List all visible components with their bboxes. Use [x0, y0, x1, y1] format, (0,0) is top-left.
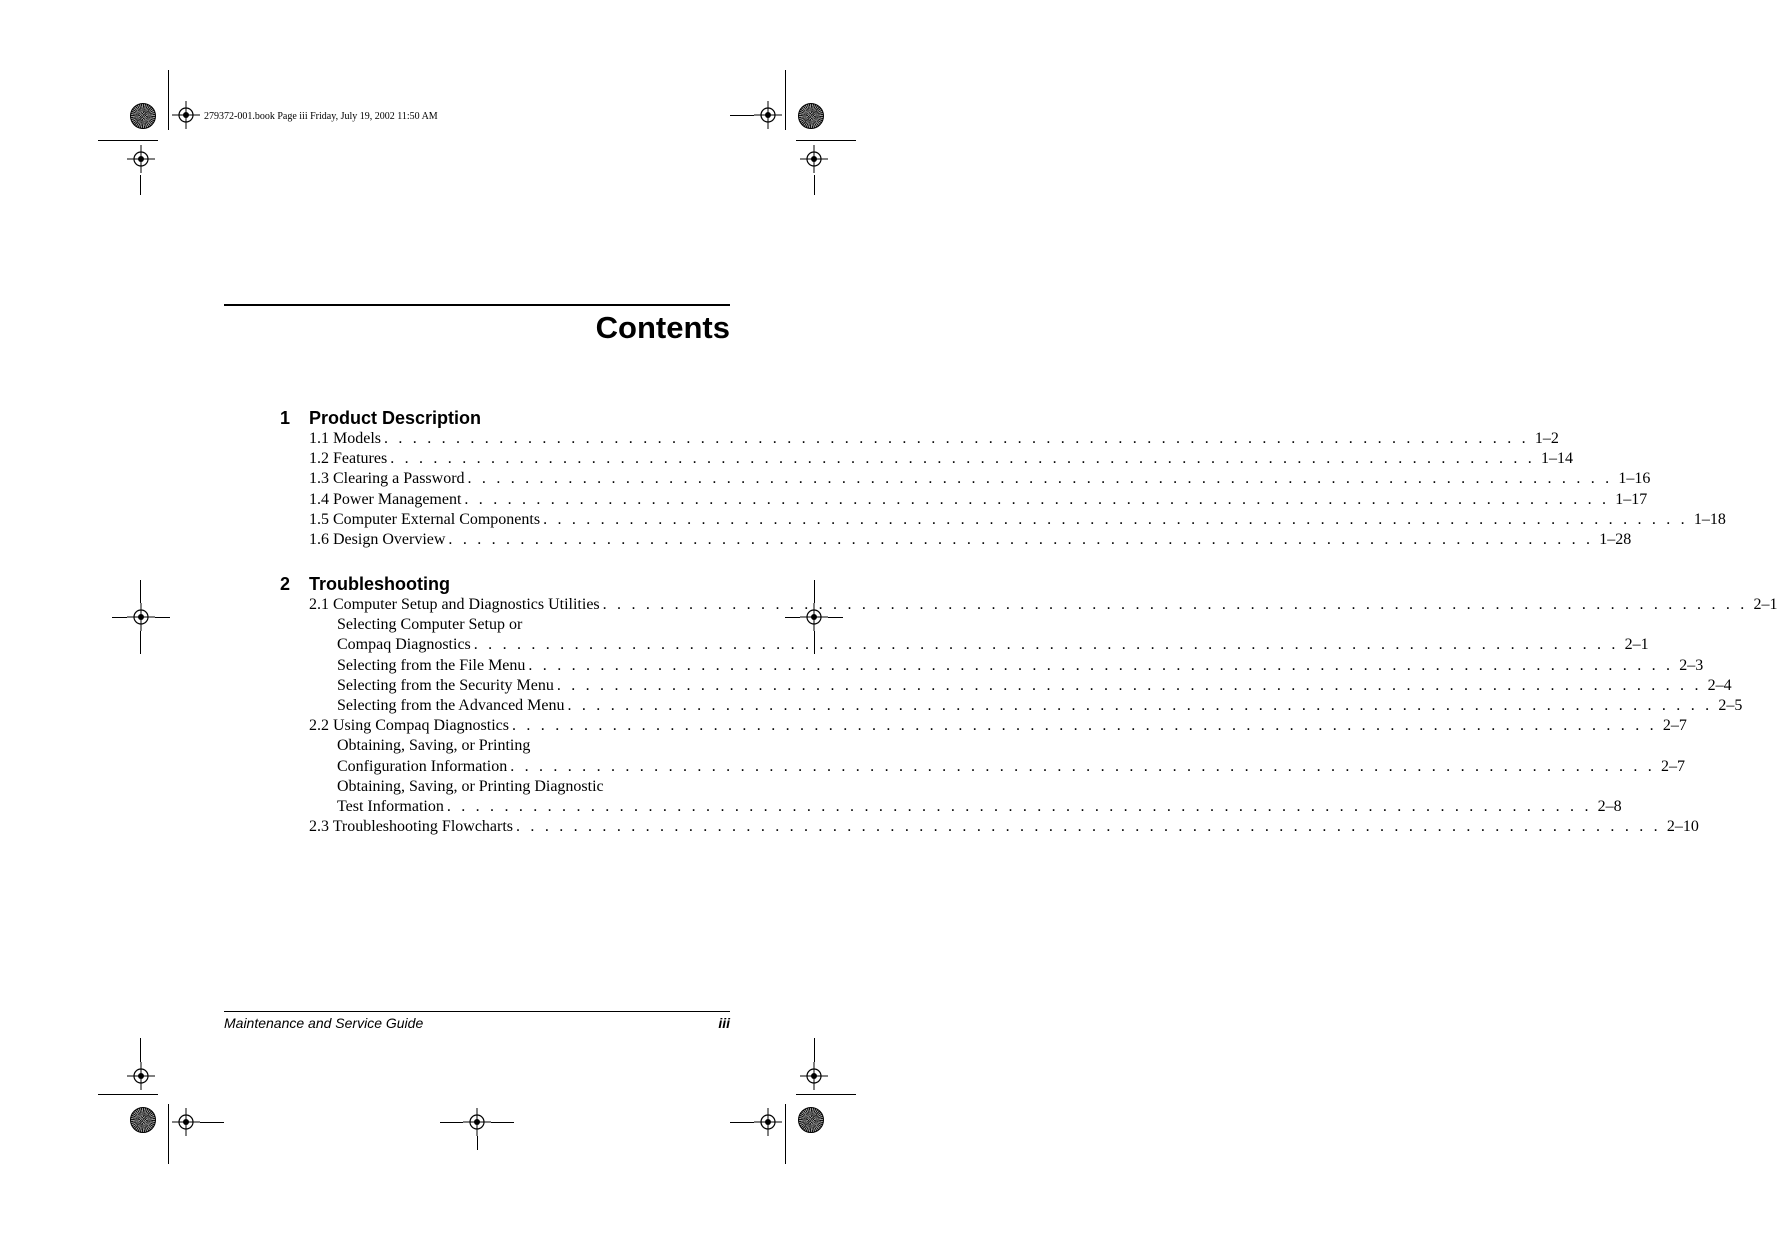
toc-entry[interactable] — [309, 530, 1632, 550]
chapter-heading[interactable] — [280, 407, 481, 429]
dot-leader: . . . . . . . . . . . . . . . . . . . . . . . . . . . . . . . . . . . . . . . . . . . . . . . . . . . . . . . . . . . . . . . . . . . . . . . . . . . . . . . . — [464, 490, 1610, 508]
chapter-number: 1 — [280, 408, 291, 428]
toc-entry-title: Selecting Computer Setup or — [337, 616, 523, 634]
toc-entry-page: 1–2 — [1534, 430, 1559, 447]
toc-entry[interactable] — [309, 716, 1687, 736]
dot-leader: . . . . . . . . . . . . . . . . . . . . . . . . . . . . . . . . . . . . . . . . . . . . . . . . . . . . . . . . . . . . . . . . . . . . . . . . . . . . . . . . — [512, 717, 1657, 735]
toc-entry-page: 1–17 — [1615, 490, 1648, 508]
dot-leader: . . . . . . . . . . . . . . . . . . . . . . . . . . . . . . . . . . . . . . . . . . . . . . . . . . . . . . . . . . . . . . . . . . . . . . . . . . . . . . . . — [384, 430, 1529, 447]
toc-entry[interactable] — [337, 676, 1732, 696]
toc-entry[interactable] — [337, 656, 1704, 676]
toc-entry-page: 2–1 — [1753, 596, 1777, 613]
toc-entry-title: 1.1 Models — [309, 430, 381, 447]
dot-leader: . . . . . . . . . . . . . . . . . . . . . . . . . . . . . . . . . . . . . . . . . . . . . . . . . . . . . . . . . . . . . . . . . . . . . . . . . . . . . . . . — [602, 596, 1748, 613]
toc-entry-title: Selecting from the File Menu — [337, 656, 526, 674]
registration-crosshair-icon — [463, 1108, 491, 1136]
toc-entry-page: 1–18 — [1693, 510, 1726, 528]
toc-entry-title: Selecting from the Advanced Menu — [337, 696, 565, 714]
registration-crosshair-icon — [754, 1108, 782, 1136]
toc-entry — [337, 777, 730, 797]
toc-entry[interactable] — [337, 797, 1622, 817]
footer-rule — [224, 1011, 730, 1012]
registration-sunburst-icon — [130, 1107, 156, 1133]
toc-entry-title: Compaq Diagnostics — [337, 636, 471, 654]
toc-entry[interactable] — [309, 449, 1574, 469]
print-slug-line: 279372-001.book Page iii Friday, July 19, 2002 11:50 AM — [204, 111, 438, 122]
chapter-title: Product Description — [309, 408, 482, 428]
registration-crosshair-icon — [127, 145, 155, 173]
toc-entry-page: 2–8 — [1597, 797, 1622, 815]
toc-entry-page: 2–10 — [1666, 818, 1699, 836]
toc-entry[interactable] — [309, 469, 1651, 489]
toc-entry-page: 1–28 — [1599, 530, 1632, 548]
toc-entry-page: 1–14 — [1541, 450, 1574, 468]
dot-leader: . . . . . . . . . . . . . . . . . . . . . . . . . . . . . . . . . . . . . . . . . . . . . . . . . . . . . . . . . . . . . . . . . . . . . . . . . . . . . . . . — [528, 656, 1674, 674]
registration-sunburst-icon — [130, 103, 156, 129]
dot-leader: . . . . . . . . . . . . . . . . . . . . . . . . . . . . . . . . . . . . . . . . . . . . . . . . . . . . . . . . . . . . . . . . . . . . . . . . . . . . . . . . — [567, 696, 1713, 714]
chapter-title: Troubleshooting — [309, 574, 450, 594]
registration-crosshair-icon — [127, 603, 155, 631]
toc-entry[interactable] — [337, 757, 1685, 777]
toc-entry — [337, 736, 730, 756]
toc-entry-page: 2–5 — [1718, 696, 1743, 714]
toc-entry-title: Selecting from the Security Menu — [337, 676, 554, 694]
toc-entry-title: 1.2 Features — [309, 450, 388, 468]
dot-leader: . . . . . . . . . . . . . . . . . . . . . . . . . . . . . . . . . . . . . . . . . . . . . . . . . . . . . . . . . . . . . . . . . . . . . . . . . . . . . . . . — [543, 510, 1688, 528]
toc-entry-page: 2–7 — [1661, 757, 1685, 775]
toc-entry-title: Obtaining, Saving, or Printing — [337, 737, 531, 755]
registration-crosshair-icon — [172, 1108, 200, 1136]
registration-sunburst-icon — [798, 1107, 824, 1133]
dot-leader: . . . . . . . . . . . . . . . . . . . . . . . . . . . . . . . . . . . . . . . . . . . . . . . . . . . . . . . . . . . . . . . . . . . . . . . . . . . . . . . . — [390, 450, 1536, 468]
toc-entry-page: 1–16 — [1618, 470, 1651, 488]
footer-book-title: Maintenance and Service Guide — [224, 1015, 424, 1031]
toc-entry-title: 1.4 Power Management — [309, 490, 462, 508]
toc-entry[interactable] — [309, 490, 1648, 510]
dot-leader: . . . . . . . . . . . . . . . . . . . . . . . . . . . . . . . . . . . . . . . . . . . . . . . . . . . . . . . . . . . . . . . . . . . . . . . . . . . . . . . . — [473, 636, 1619, 654]
toc-entry-page: 2–3 — [1679, 656, 1704, 674]
chapter-number: 2 — [280, 574, 291, 594]
dot-leader: . . . . . . . . . . . . . . . . . . . . . . . . . . . . . . . . . . . . . . . . . . . . . . . . . . . . . . . . . . . . . . . . . . . . . . . . . . . . . . . . — [556, 676, 1702, 694]
toc-entry[interactable] — [309, 817, 1699, 837]
dot-leader: . . . . . . . . . . . . . . . . . . . . . . . . . . . . . . . . . . . . . . . . . . . . . . . . . . . . . . . . . . . . . . . . . . . . . . . . . . . . . . . . — [446, 797, 1592, 815]
toc-entry[interactable] — [309, 595, 1777, 615]
registration-crosshair-icon — [800, 1062, 828, 1090]
footer-page-number: iii — [718, 1015, 730, 1031]
toc-entry-list — [309, 595, 1777, 837]
toc-entry — [337, 615, 730, 635]
toc-entry-title: 1.3 Clearing a Password — [309, 470, 465, 488]
dot-leader: . . . . . . . . . . . . . . . . . . . . . . . . . . . . . . . . . . . . . . . . . . . . . . . . . . . . . . . . . . . . . . . . . . . . . . . . . . . . . . . . — [510, 757, 1655, 775]
registration-crosshair-icon — [800, 145, 828, 173]
toc-entry-title: 1.6 Design Overview — [309, 530, 446, 548]
toc-entry-title: Configuration Information — [337, 757, 508, 775]
toc-entry-page: 2–7 — [1662, 717, 1687, 735]
toc-entry-page: 2–4 — [1707, 676, 1732, 694]
chapter-heading[interactable] — [280, 573, 450, 595]
toc-entry[interactable] — [337, 696, 1743, 716]
toc-entry-title: 2.1 Computer Setup and Diagnostics Utilities — [309, 596, 600, 613]
toc-entry[interactable] — [309, 510, 1726, 530]
page-title: Contents — [595, 310, 730, 345]
toc-entry-title: Test Information — [337, 797, 444, 815]
toc-entry-title: 2.3 Troubleshooting Flowcharts — [309, 818, 514, 836]
toc-entry[interactable] — [337, 635, 1649, 655]
toc-entry-title: 1.5 Computer External Components — [309, 510, 541, 528]
toc-entry-title: Obtaining, Saving, or Printing Diagnostic — [337, 777, 604, 795]
dot-leader: . . . . . . . . . . . . . . . . . . . . . . . . . . . . . . . . . . . . . . . . . . . . . . . . . . . . . . . . . . . . . . . . . . . . . . . . . . . . . . . . — [448, 530, 1594, 548]
toc-entry[interactable] — [309, 429, 1559, 449]
registration-crosshair-icon — [754, 101, 782, 129]
toc-entry-title: 2.2 Using Compaq Diagnostics — [309, 717, 509, 735]
title-rule — [224, 304, 730, 306]
dot-leader: . . . . . . . . . . . . . . . . . . . . . . . . . . . . . . . . . . . . . . . . . . . . . . . . . . . . . . . . . . . . . . . . . . . . . . . . . . . . . . . . — [467, 470, 1613, 488]
registration-crosshair-icon — [172, 101, 200, 129]
toc-entry-list — [309, 429, 1726, 550]
dot-leader: . . . . . . . . . . . . . . . . . . . . . . . . . . . . . . . . . . . . . . . . . . . . . . . . . . . . . . . . . . . . . . . . . . . . . . . . . . . . . . . . — [516, 818, 1661, 836]
registration-crosshair-icon — [127, 1062, 155, 1090]
toc-entry-page: 2–1 — [1624, 636, 1649, 654]
registration-sunburst-icon — [798, 103, 824, 129]
